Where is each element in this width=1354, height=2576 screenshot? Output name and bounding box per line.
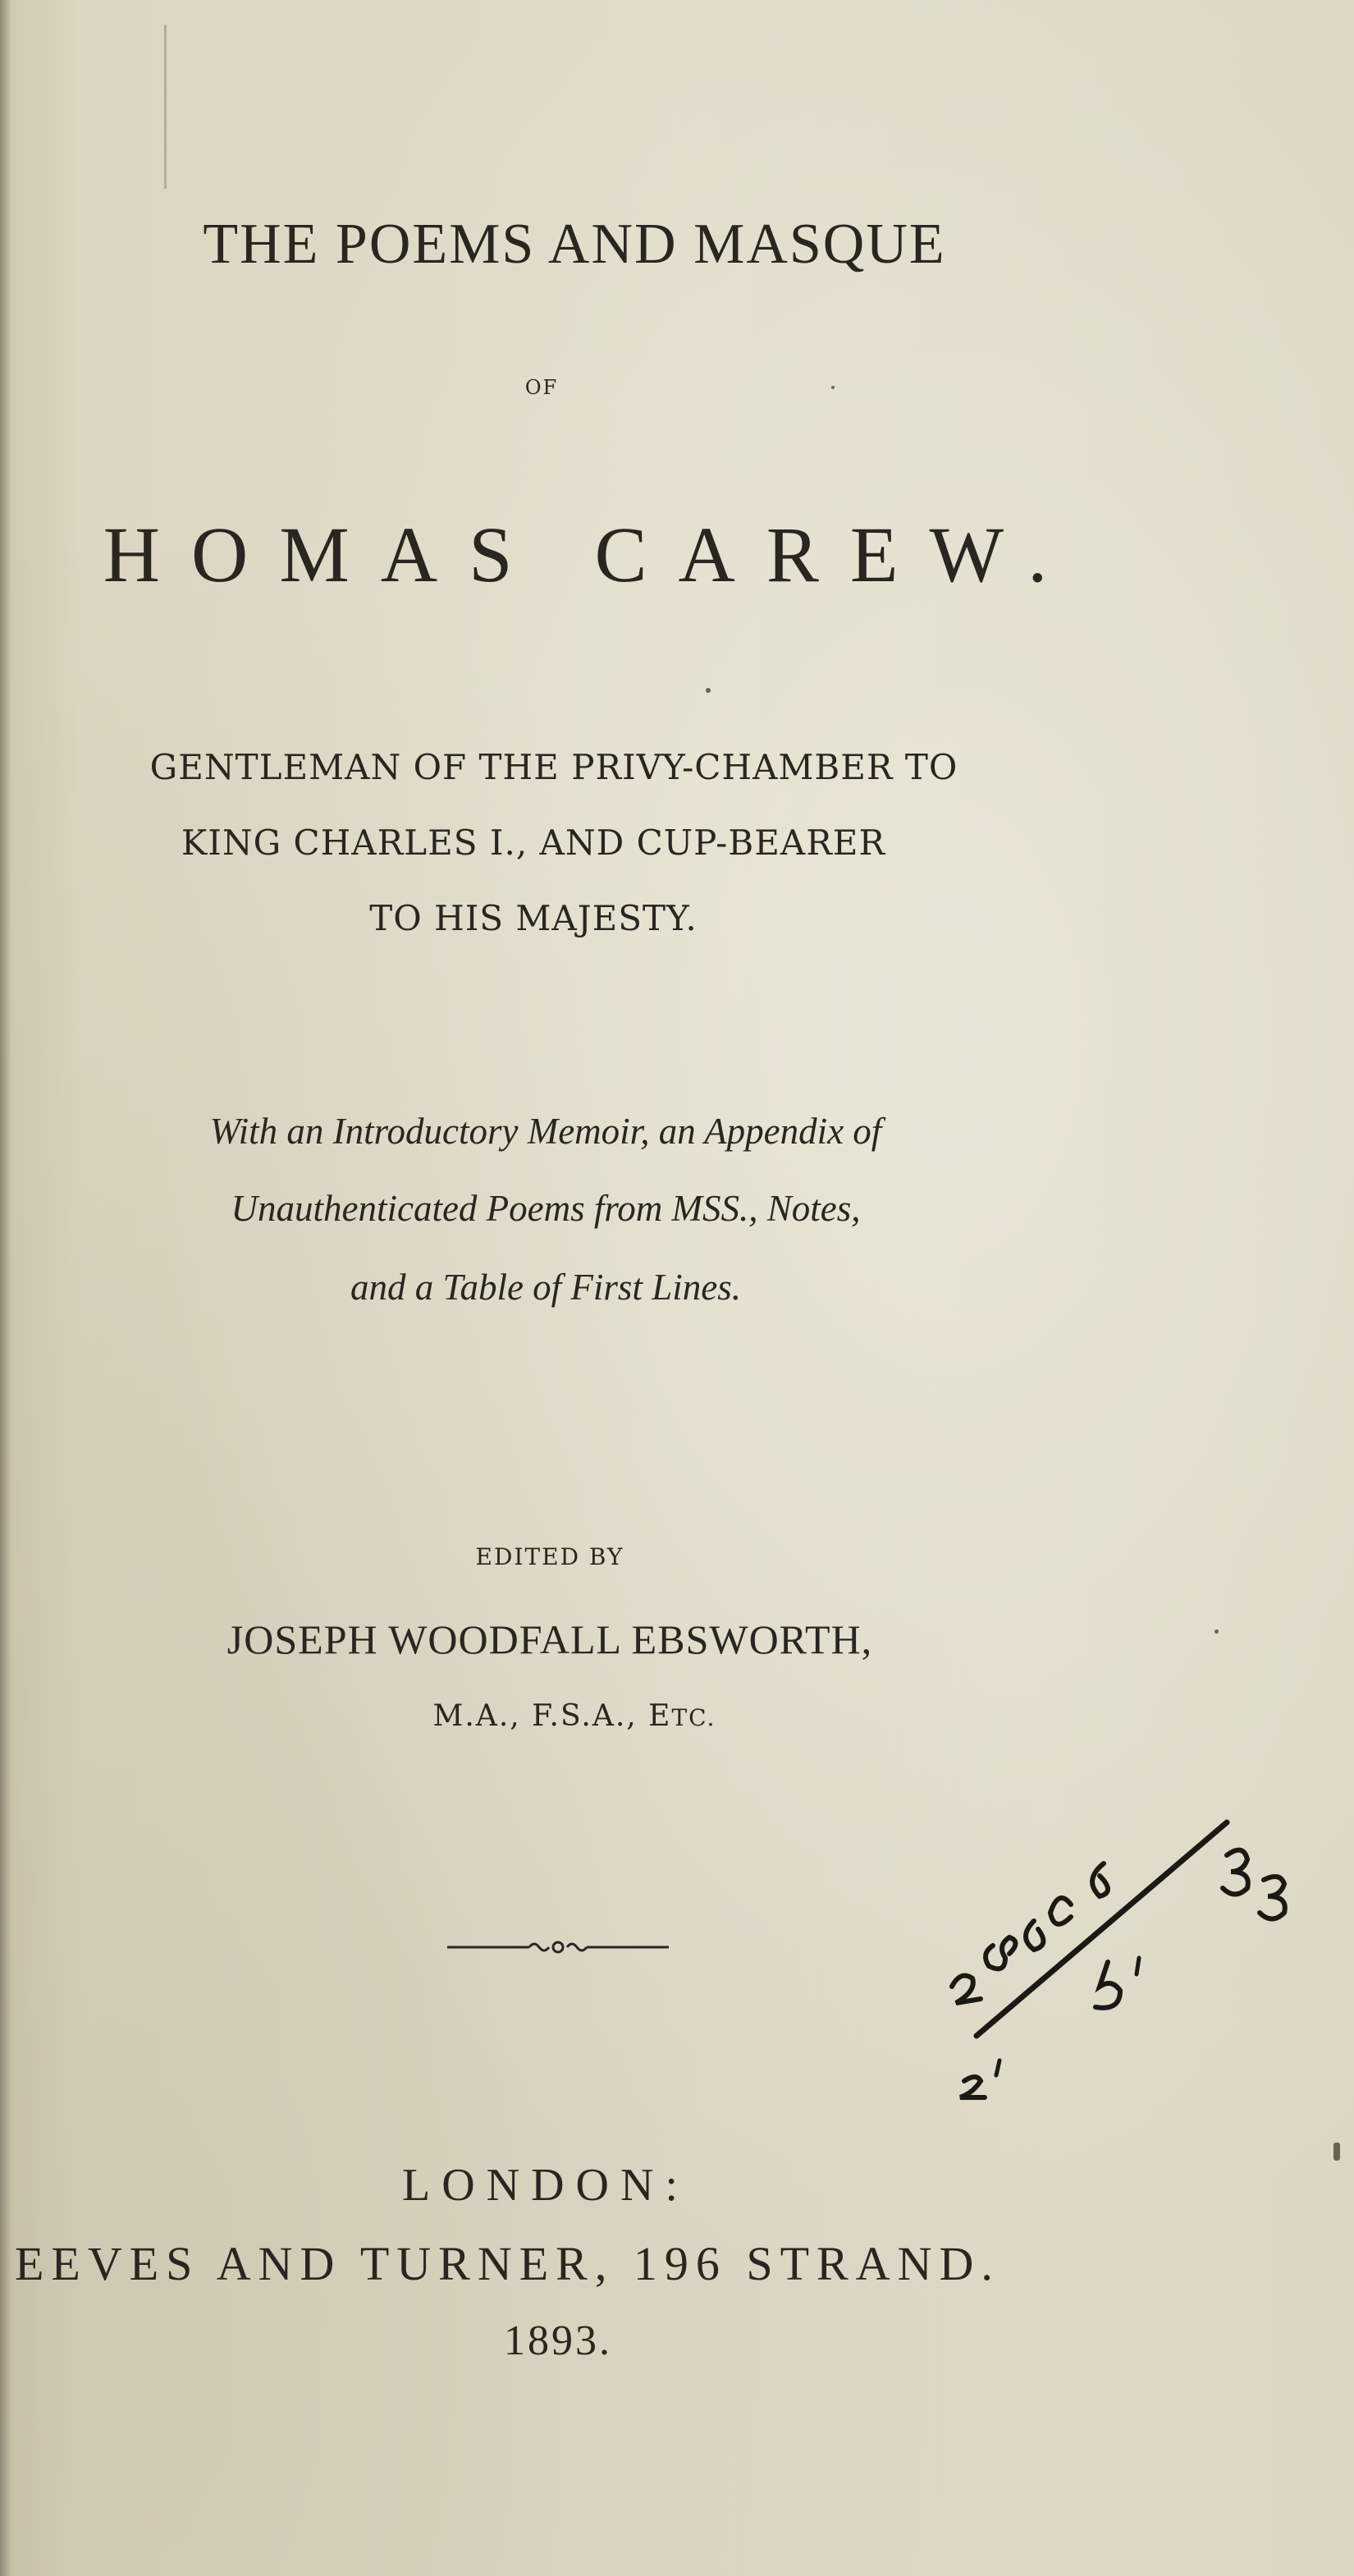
paper-speck: [706, 688, 711, 693]
title-of: OF: [524, 376, 559, 399]
paper-speck: [164, 25, 167, 189]
paper-speck: [831, 386, 835, 389]
ornament-divider-icon: [443, 1931, 673, 1964]
editor-degrees-main: M.A., F.S.A., E: [432, 1699, 672, 1733]
subtitle-line-1: GENTLEMAN OF THE PRIVY-CHAMBER TO: [149, 747, 958, 787]
edited-by-label: EDITED BY: [475, 1543, 624, 1570]
description-line-1: With an Introductory Memoir, an Appendix of: [209, 1111, 882, 1152]
description-line-2: Unauthenticated Poems from MSS., Notes,: [231, 1188, 861, 1229]
editor-degrees-tail: TC.: [671, 1704, 716, 1731]
description-line-3: and a Table of First Lines.: [350, 1267, 741, 1308]
subtitle-line-3: TO HIS MAJESTY.: [369, 898, 698, 938]
paper-speck: [1214, 1629, 1219, 1634]
subtitle-line-2: KING CHARLES I., AND CUP-BEARER: [181, 823, 886, 863]
imprint-city: LONDON:: [402, 2160, 689, 2211]
imprint-publisher: EEVES AND TURNER, 196 STRAND.: [15, 2237, 1000, 2290]
author-name: HOMAS CAREW.: [103, 511, 1079, 598]
handwritten-accession-note-icon: [919, 1790, 1297, 2134]
editor-degrees: [246, 1699, 903, 1733]
title-line-1: THE POEMS AND MASQUE: [203, 213, 946, 276]
imprint-year: 1893.: [504, 2317, 612, 2364]
editor-name: JOSEPH WOODFALL EBSWORTH,: [226, 1616, 873, 1662]
paper-speck: [1333, 2143, 1340, 2161]
